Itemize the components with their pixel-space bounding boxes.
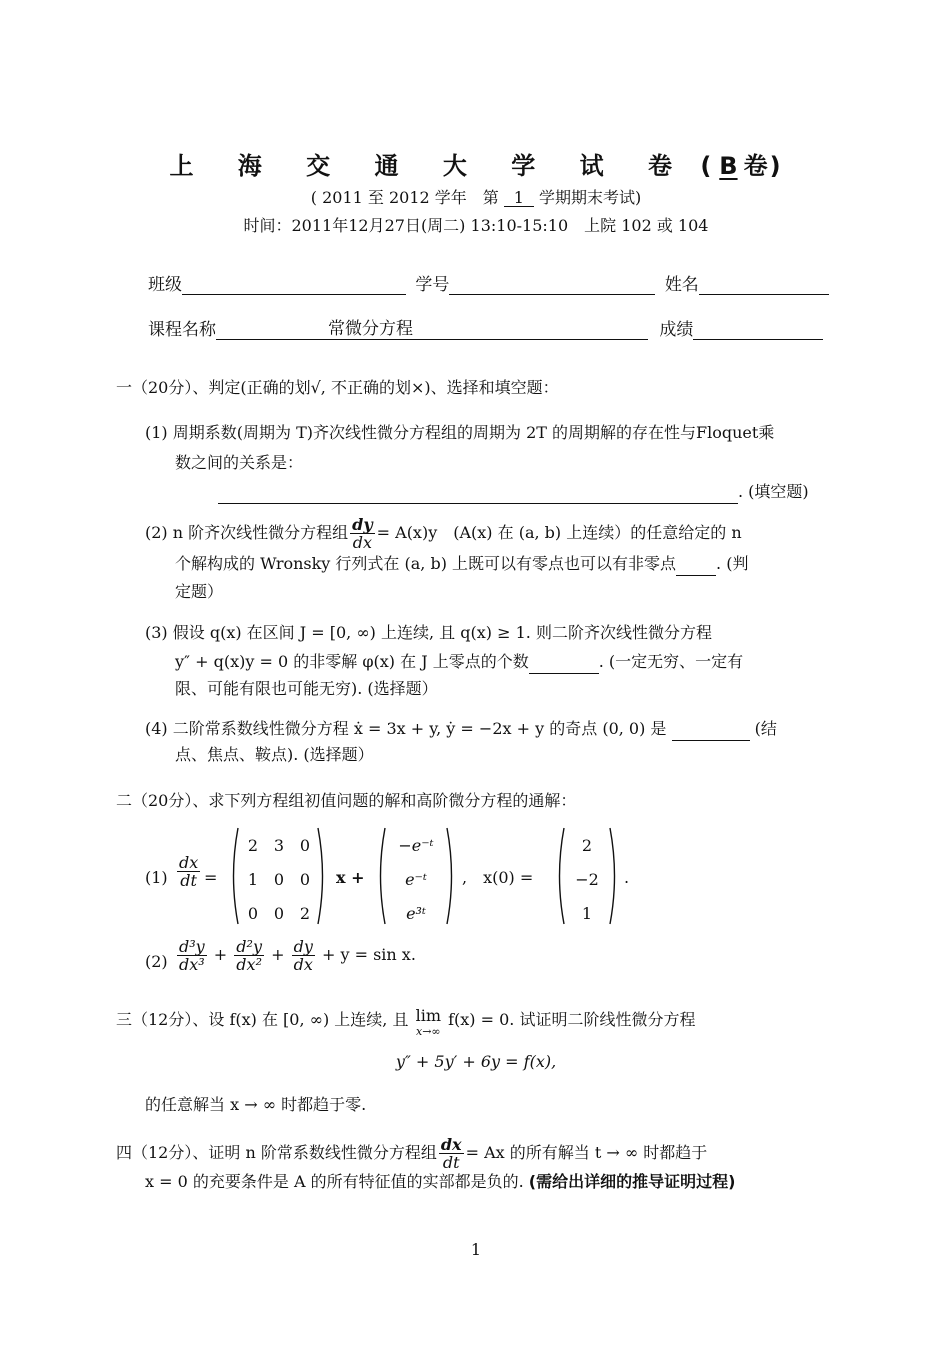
vector-f-cell: −e⁻ᵗ: [398, 836, 434, 855]
s2-q2-plus: +: [213, 945, 228, 964]
s4-frac-den: dt: [442, 1153, 460, 1172]
s1-q3-line2-tail: . (一定无穷、一定有: [598, 652, 744, 671]
s2-q2-plus: +: [271, 945, 285, 964]
semester-number: 1: [504, 190, 534, 207]
s3-equation: y″ + 5y′ + 6y = f(x),: [395, 1052, 557, 1071]
s3-lim-sub: x→∞: [415, 1025, 441, 1038]
s3-heading-prefix: 三（12分）、设 f(x) 在 [0, ∞) 上连续, 且: [116, 1010, 409, 1029]
s1-q3-line1: (3) 假设 q(x) 在区间 J = [0, ∞) 上连续, 且 q(x) ≥ 1. 则二阶齐次线性微分方程: [145, 623, 712, 642]
s4-heading-mid: = Ax 的所有解当 t → ∞ 时都趋于: [465, 1143, 708, 1162]
s2-q2-term3: [292, 938, 315, 973]
s4-heading-prefix: 四（12分）、证明 n 阶常系数线性微分方程组: [116, 1143, 437, 1162]
score-label: 成绩: [659, 320, 694, 340]
vector-x0-cell: 1: [581, 904, 593, 923]
s4-fraction: [439, 1136, 464, 1171]
s1-q2-mid: = A(x)y (A(x) 在 (a, b) 上连续）的任意给定的 n: [376, 523, 742, 542]
s1-q4-line1: [145, 717, 777, 741]
s1-q2-frac-den: dx: [352, 533, 373, 552]
s2-q1-lhs-den: dt: [180, 871, 197, 890]
s4-line2-prefix: x = 0 的充要条件是 A 的所有特征值的实部都是负的.: [145, 1172, 524, 1191]
student-id-label: 学号: [415, 275, 450, 295]
paper-open: (: [700, 152, 714, 180]
s2-q2-tail: + y = sin x.: [321, 945, 416, 964]
section2-heading: 二（20分）、求下列方程组初值问题的解和高阶微分方程的通解：: [116, 791, 577, 810]
s2-q2-t3-num: dy: [293, 937, 313, 956]
s2-q2-t3-den: dx: [293, 955, 313, 974]
course-label: 课程名称: [148, 320, 216, 340]
s4-frac-num: dx: [440, 1135, 462, 1154]
s1-q1-blank[interactable]: [218, 485, 738, 504]
paper-suffix: 卷): [743, 152, 783, 180]
s1-q4-blank[interactable]: [672, 722, 750, 741]
s4-line2-bold: (需给出详细的推导证明过程): [528, 1172, 736, 1191]
matrix-a-cell: 0: [247, 904, 259, 923]
vector-x0-left-paren: [554, 826, 566, 926]
s2-q2-term2: [234, 938, 264, 973]
course-info-row: [148, 314, 838, 340]
class-label: 班级: [148, 275, 182, 295]
score-field[interactable]: [693, 321, 823, 340]
page-number: 1: [470, 1240, 482, 1259]
s1-q4-line1-tail: (结: [754, 719, 777, 738]
s1-q3-line2: [175, 650, 743, 674]
s1-q1-line2: 数之间的关系是：: [175, 453, 304, 472]
s1-q1-tail: . (填空题): [738, 482, 809, 501]
subtitle-prefix: ( 2011 至 2012 学年 第: [310, 188, 499, 207]
s2-q2-t1-num: d³y: [179, 937, 205, 956]
section1-heading: 一（20分）、判定(正确的划√, 不正确的划×)、选择和填空题：: [116, 378, 559, 397]
matrix-a-cell: 0: [299, 836, 311, 855]
section3-heading: [116, 1008, 695, 1040]
s1-q2-frac-num: dy: [352, 515, 373, 534]
matrix-a-cell: 1: [247, 870, 259, 889]
s1-q2-line2: [175, 552, 748, 576]
vector-x0-cell: −2: [575, 870, 599, 889]
matrix-a-cell: 0: [299, 870, 311, 889]
s1-q2-prefix: (2) n 阶齐次线性微分方程组: [145, 523, 349, 542]
s4-line2: [145, 1170, 735, 1194]
s1-q1-line1: (1) 周期系数(周期为 T)齐次线性微分方程组的周期为 2T 的周期解的存在性与Floquet乘: [145, 423, 775, 442]
vector-f-right-paren: [445, 826, 457, 926]
s2-q1-lhs-fraction: [177, 854, 200, 889]
vector-f: [375, 826, 457, 926]
s2-q2-t2-den: dx²: [236, 955, 262, 974]
s1-q3-line3: 限、可能有限也可能无穷). (选择题）: [175, 679, 438, 698]
s2-q1-lhs-num: dx: [179, 853, 199, 872]
matrix-a: [228, 826, 328, 926]
class-field[interactable]: [182, 276, 406, 295]
course-value: 常微分方程: [328, 319, 413, 339]
s1-q2-line2-tail: . (判: [716, 554, 749, 573]
s2-q2-label: (2): [145, 952, 168, 971]
matrix-a-cell: 2: [299, 904, 311, 923]
matrix-a-cell: 2: [247, 836, 259, 855]
vector-x0: [554, 826, 620, 926]
matrix-a-cell: 0: [273, 870, 285, 889]
s1-q4-line1-text: (4) 二阶常系数线性微分方程 ẋ = 3x + y, ẏ = −2x + y 的奇点 (0, 0) 是: [145, 719, 667, 738]
exam-subtitle: [0, 185, 952, 208]
subtitle-suffix: 学期期末考试): [538, 188, 642, 207]
name-label: 姓名: [664, 275, 699, 295]
course-field[interactable]: [216, 314, 648, 340]
exam-title: [0, 146, 952, 181]
s3-lim: lim: [415, 1006, 441, 1025]
name-field[interactable]: [699, 276, 829, 295]
matrix-a-cell: 3: [273, 836, 285, 855]
s3-conclusion: 的任意解当 x → ∞ 时都趋于零.: [145, 1095, 367, 1114]
s1-q2-line1: [145, 516, 742, 551]
s1-q1-answer-line: [218, 480, 809, 504]
s2-q1-x-plus: x +: [336, 868, 365, 887]
vector-x0-right-paren: [608, 826, 620, 926]
vector-x0-cell: 2: [581, 836, 593, 855]
vector-f-cell: e³ᵗ: [406, 904, 426, 923]
s1-q2-line3: 定题）: [175, 582, 224, 601]
s2-q1-initial-condition: , x(0) =: [462, 868, 534, 887]
s1-q3-line2-text: y″ + q(x)y = 0 的非零解 φ(x) 在 J 上零点的个数: [175, 652, 529, 671]
s3-limit: [416, 1008, 441, 1040]
vector-f-left-paren: [375, 826, 387, 926]
s2-q2-t1-den: dx³: [179, 955, 205, 974]
s1-q2-blank[interactable]: [676, 557, 716, 576]
s2-q1-lhs: [175, 854, 202, 889]
title-text: 上 海 交 通 大 学 试 卷: [169, 152, 690, 180]
s1-q2-fraction: [350, 516, 374, 551]
s3-heading-suffix: f(x) = 0. 试证明二阶线性微分方程: [448, 1010, 696, 1029]
s2-q2-t2-num: d²y: [236, 937, 262, 956]
s2-q2-equation: [175, 938, 416, 973]
s2-q2-term1: [177, 938, 207, 973]
student-id-field[interactable]: [449, 276, 655, 295]
section4-heading: [116, 1136, 707, 1171]
exam-time: 时间：2011年12月27日(周二) 13:10-15:10 上院 102 或 104: [243, 216, 709, 235]
s1-q4-line2: 点、焦点、鞍点). (选择题）: [175, 745, 374, 764]
paper-label: B: [719, 152, 738, 180]
s1-q2-line2-text: 个解构成的 Wronsky 行列式在 (a, b) 上既可以有零点也可以有非零点: [175, 554, 677, 573]
s1-q3-blank[interactable]: [529, 655, 599, 674]
student-info-row: [148, 270, 838, 295]
s2-q1-end-dot: .: [624, 868, 630, 887]
s2-q1-label: (1): [145, 868, 168, 887]
s2-q1-equals: =: [204, 868, 218, 887]
matrix-a-cell: 0: [273, 904, 285, 923]
vector-f-cell: e⁻ᵗ: [405, 870, 427, 889]
